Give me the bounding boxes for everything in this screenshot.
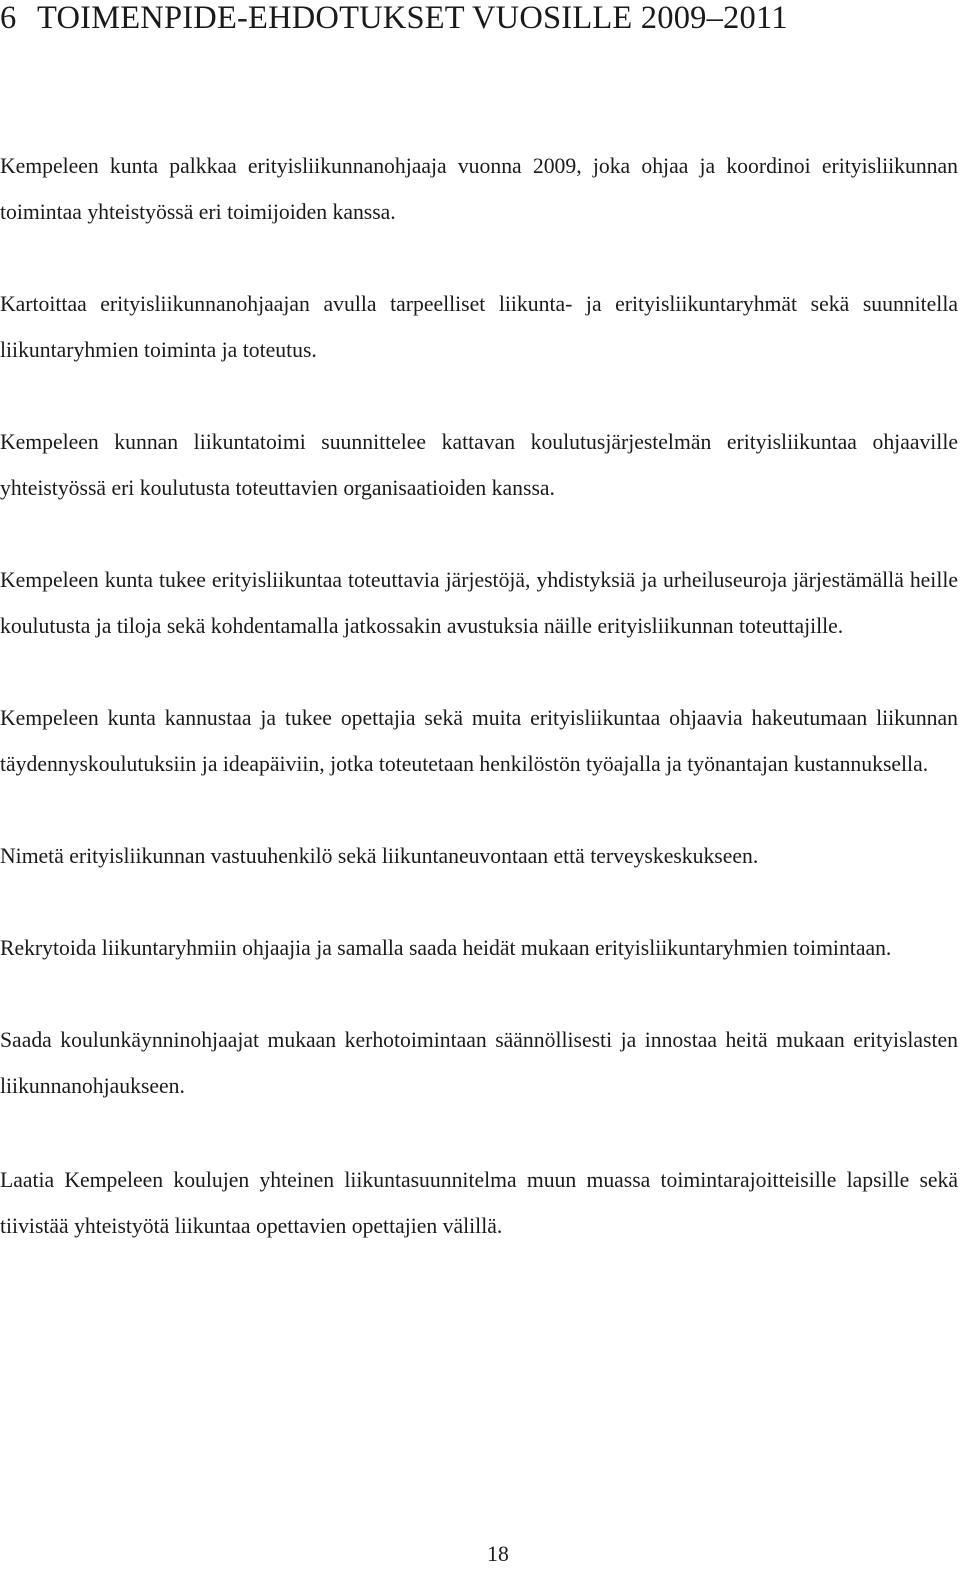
paragraph: Saada koulunkäynninohjaajat mukaan kerhotoimintaan säännöllisesti ja innostaa heitä mukaan erityislasten liikunnanohjaukseen.	[0, 1028, 958, 1098]
paragraph: Kempeleen kunnan liikuntatoimi suunnittelee kattavan koulutusjärjestelmän erityisliikuntaa ohjaaville yhteistyössä eri koulutusta toteuttavien organisaatioiden kanssa.	[0, 430, 958, 500]
paragraph: Kartoittaa erityisliikunnanohjaajan avulla tarpeelliset liikunta- ja erityisliikuntaryhmät sekä suunnitella liikuntaryhmien toiminta ja toteutus.	[0, 292, 958, 362]
paragraph: Laatia Kempeleen koulujen yhteinen liikuntasuunnitelma muun muassa toimintarajoitteisille lapsille sekä tiivistää yhteistyötä liikuntaa opettavien opettajien välillä.	[0, 1168, 958, 1238]
paragraph: Kempeleen kunta tukee erityisliikuntaa toteuttavia järjestöjä, yhdistyksiä ja urheiluseuroja järjestämällä heille koulutusta ja tiloja sekä kohdentamalla jatkossakin avustuksia näille erityisliikunnan toteuttajille.	[0, 568, 958, 638]
paragraph: Rekrytoida liikuntaryhmiin ohjaajia ja samalla saada heidät mukaan erityisliikuntaryhmien toimintaan.	[0, 936, 892, 960]
chapter-number: 6	[0, 0, 17, 36]
paragraph: Kempeleen kunta palkkaa erityisliikunnanohjaaja vuonna 2009, joka ohjaa ja koordinoi erityisliikunnan toimintaa yhteistyössä eri toimijoiden kanssa.	[0, 154, 958, 224]
paragraph: Kempeleen kunta kannustaa ja tukee opettajia sekä muita erityisliikuntaa ohjaavia hakeutumaan liikunnan täydennyskoulutuksiin ja ideapäiviin, jotka toteutetaan henkilöstön työajalla ja työnantajan kustannuksella.	[0, 706, 958, 776]
page-number: 18	[487, 1542, 509, 1566]
paragraph: Nimetä erityisliikunnan vastuuhenkilö sekä liikuntaneuvontaan että terveyskeskukseen.	[0, 844, 759, 868]
chapter-heading	[0, 0, 788, 40]
chapter-title: TOIMENPIDE-EHDOTUKSET VUOSILLE 2009–2011	[37, 0, 788, 36]
body-text	[0, 143, 958, 1295]
